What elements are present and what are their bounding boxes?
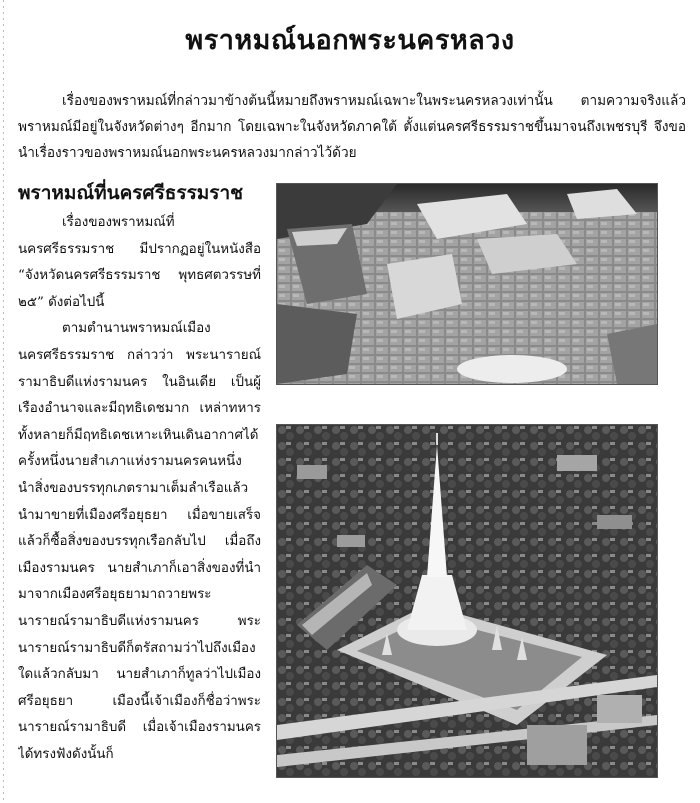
body-paragraph-2: ตามตำนานพราหมณ์เมืองนครศรีธรรมราช กล่าวว่า พระนารายณ์รามาธิบดีแห่งรามนคร ในอินเดีย เป็นผู้เรืองอำนาจและมีฤทธิเดชมาก เหล่าทหารทั้งหลายก็มีฤทธิเดชเหาะเหินเดินอากาศได้ ครั้งหนึ่งนายสำเภาแห่งรามนครคนหนึ่ง นำสิ่งของบรรทุกเภตรามาเต็มลำเรือแล้วนำมาขายที่เมืองศรีอยุธยา เมื่อขายเสร็จแล้วก็ซื้อสิ่งของบรรทุกเรือกลับไป เมื่อถึงเมืองรามนคร นายสำเภาก็เอาสิ่งของที่นำมาจากเมืองศรีอยุธยามาถวายพระนารายณ์รามาธิบดีแห่งรามนคร พระนารายณ์รามาธิบดีก็ตรัสถามว่าไปถึงเมืองใดแล้วกลับมา นายสำเภาก็ทูลว่าไปเมืองศรีอยุธยา เมืองนี้เจ้าเมืองก็ชื่อว่าพระนารายณ์รามาธิบดี เมื่อเจ้าเมืองรามนครได้ทรงฟังดังนั้นก็ [18, 321, 261, 762]
body-text-column [18, 210, 261, 800]
page-title: พราหมณ์นอกพระนครหลวง [185, 25, 515, 56]
section-heading: พราหมณ์ที่นครศรีธรรมราช [18, 182, 244, 204]
scan-margin-mark [3, 0, 4, 803]
aerial-temple-image [277, 425, 657, 777]
intro-paragraph: เรื่องของพราหมณ์ที่กล่าวมาข้างต้นนี้หมายถึงพราหมณ์เฉพาะในพระนครหลวงเท่านั้น ตามความจริงแล้ว พราหมณ์มีอยู่ในจังหวัดต่างๆ อีกมาก โดยเฉพาะในจังหวัดภาคใต้ ตั้งแต่นครศรีธรรมราชขึ้นมาจนถึงเพชรบุรี จึงขอนำเรื่องราวของพราหมณ์นอกพระนครหลวงมากล่าวไว้ด้วย [18, 93, 686, 161]
photo-ruins [276, 183, 658, 385]
photo-aerial-temple [276, 424, 658, 778]
body-paragraph-1: เรื่องของพราหมณ์ที่นครศรีธรรมราช มีปรากฏอยู่ในหนังสือ “จังหวัดนครศรีธรรมราช พุทธศตวรรษที่ ๒๕” ดังต่อไปนี้ [18, 215, 261, 310]
ruins-image [277, 184, 657, 384]
